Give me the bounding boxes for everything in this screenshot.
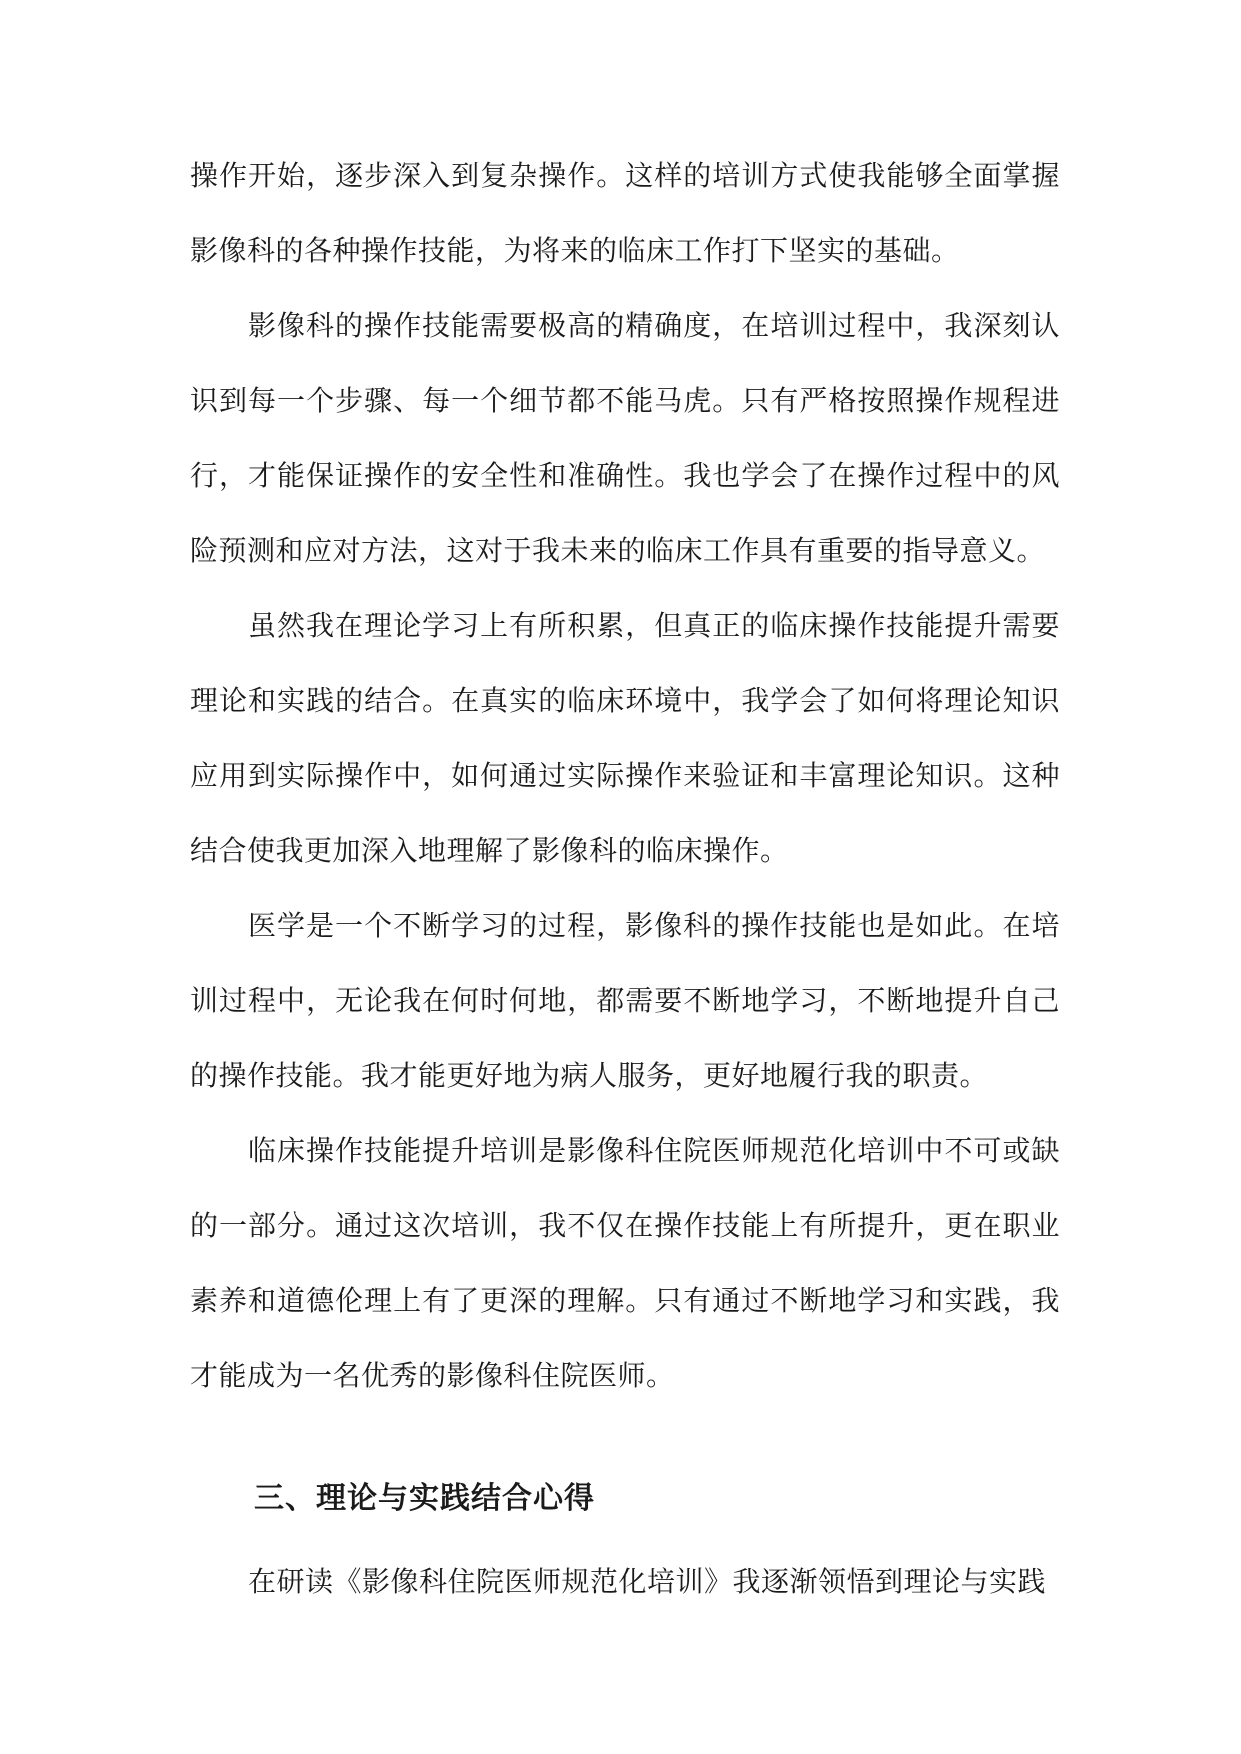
section-heading: 三、理论与实践结合心得 bbox=[254, 1481, 595, 1516]
paragraph-theory-practice: 虽然我在理论学习上有所积累，但真正的临床操作技能提升需要理论和实践的结合。在真实的临床环境中，我学会了如何将理论知识应用到实际操作中，如何通过实际操作来验证和丰富理论知识。这种结合使我更加深入地理解了影像科的临床操作。 bbox=[190, 609, 1060, 867]
document-body bbox=[190, 138, 1060, 1619]
paragraph-continuation: 操作开始，逐步深入到复杂操作。这样的培训方式使我能够全面掌握影像科的各种操作技能，为将来的临床工作打下坚实的基础。 bbox=[190, 159, 1060, 267]
section-paragraph: 在研读《影像科住院医师规范化培训》我逐渐领悟到理论与实践 bbox=[248, 1565, 1047, 1598]
paragraph-continuous-learning: 医学是一个不断学习的过程，影像科的操作技能也是如此。在培训过程中，无论我在何时何地，都需要不断地学习，不断地提升自己的操作技能。我才能更好地为病人服务，更好地履行我的职责。 bbox=[190, 909, 1060, 1092]
paragraph-conclusion: 临床操作技能提升培训是影像科住院医师规范化培训中不可或缺的一部分。通过这次培训，我不仅在操作技能上有所提升，更在职业素养和道德伦理上有了更深的理解。只有通过不断地学习和实践，我才能成为一名优秀的影像科住院医师。 bbox=[190, 1134, 1060, 1392]
paragraph-precision: 影像科的操作技能需要极高的精确度，在培训过程中，我深刻认识到每一个步骤、每一个细节都不能马虎。只有严格按照操作规程进行，才能保证操作的安全性和准确性。我也学会了在操作过程中的风险预测和应对方法，这对于我未来的临床工作具有重要的指导意义。 bbox=[190, 309, 1060, 567]
